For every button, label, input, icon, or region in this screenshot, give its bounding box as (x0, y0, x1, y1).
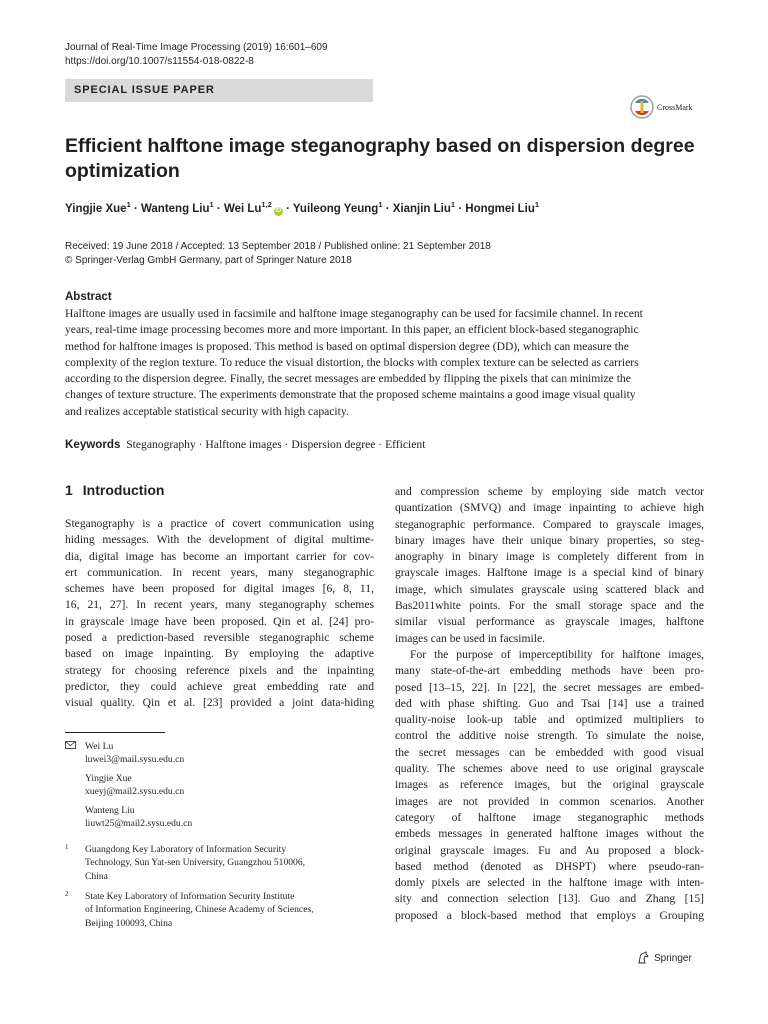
body-line: proposed a block-based method that employs a Grouping (395, 908, 704, 922)
orcid-icon[interactable]: iD (275, 208, 282, 214)
body-line: similar visual performance as grayscale images, halftone (395, 615, 704, 629)
crossmark-label: CrossMark (657, 102, 693, 112)
body-line: quality. The schemes above need to use original grayscale (395, 762, 704, 776)
author-affiliation-sup: 1 (534, 200, 540, 209)
title-line: Efficient halftone image steganography based on dispersion degree (65, 135, 695, 157)
corresponding-author-name: Wei Lu (85, 741, 114, 752)
body-line: Bas2011white points. For the small storage space and the (395, 599, 704, 613)
affiliation-line: of Information Engineering, Chinese Academy of Sciences, (85, 904, 314, 916)
coauthor-name: Wanteng Liu (85, 805, 135, 816)
doi-link[interactable]: https://doi.org/10.1007/s11554-018-0822-8 (65, 56, 254, 67)
body-line: hiding messages. With the development of digital multime- (65, 533, 374, 547)
crossmark-icon (630, 95, 654, 119)
body-line: ert communication. In recent years, many steganographic (65, 565, 374, 579)
body-line: For the purpose of imperceptibility for halftone images, (410, 647, 704, 661)
affiliation-line: Technology, Sun Yat-sen University, Guangzhou 510006, (85, 857, 306, 869)
corresponding-author-email[interactable]: luwei3@mail.sysu.edu.cn (85, 754, 185, 766)
body-line: in grayscale image have been proposed. Qin et al. [24] pro- (65, 614, 374, 628)
keywords (65, 437, 425, 453)
author-name[interactable]: Hongmei Liu (465, 203, 535, 215)
section-heading-introduction (65, 482, 164, 498)
coauthor-contact (65, 772, 184, 799)
coauthor-contact (65, 804, 192, 831)
author-name[interactable]: Wanteng Liu (140, 203, 210, 215)
body-line: ded with phase shifting. Guo and Tsai [14] use a trained (395, 696, 704, 710)
body-line: sity and connection selection [13]. Guo and Zhang [15] (395, 892, 704, 906)
section-number: 1 (65, 482, 73, 498)
section-title: Introduction (82, 482, 165, 498)
abstract-line: and realizes acceptable statistical security with high capacity. (65, 404, 349, 418)
author-affiliation-sup: 1 (450, 200, 456, 209)
body-line: based method (denoted as DHSPT) where pseudo-ran- (395, 859, 704, 873)
correspondence-block (65, 740, 184, 767)
footnote-rule (65, 732, 165, 733)
keywords-text: Steganography · Halftone images · Dispersion degree · Efficient (126, 438, 426, 451)
keywords-label: Keywords (65, 438, 121, 451)
special-issue-banner: SPECIAL ISSUE PAPER (65, 79, 373, 102)
body-line: schemes have been proposed for digital images [6, 8, 11, (65, 582, 374, 596)
author-name[interactable]: Wei Lu (223, 203, 262, 215)
author-name[interactable]: Yingjie Xue (65, 203, 127, 215)
copyright-notice: © Springer-Verlag GmbH Germany, part of Springer Nature 2018 (65, 255, 352, 266)
author-affiliation-sup: 1 (209, 200, 214, 209)
author-name[interactable]: Yuileong Yeung (292, 203, 379, 215)
body-line: images are not provided in common scenarios. Another (395, 794, 704, 808)
journal-citation: Journal of Real-Time Image Processing (2019) 16:601–609 (65, 42, 328, 53)
body-line: strategy for choosing reference pixels and the inpainting (65, 663, 374, 677)
affiliation-number: 1 (65, 843, 69, 851)
body-line: images as reference images, but the original grayscale (395, 778, 704, 792)
body-line: steganographic performance. Compared to grayscale images, (395, 517, 704, 531)
body-line: the secret messages can be embedded with good visual (395, 745, 704, 759)
body-line: quality-noise look-up table and optimized multipliers to (395, 713, 704, 727)
abstract-body (65, 306, 701, 420)
body-line: images can be used in facsimile. (395, 631, 546, 645)
coauthor-email[interactable]: xueyj@mail2.sysu.edu.cn (85, 786, 185, 798)
author-affiliation-sup: 1 (378, 200, 383, 209)
coauthor-name: Yingjie Xue (85, 773, 132, 784)
affiliation-line: Beijing 100093, China (85, 917, 173, 929)
abstract-line: method for halftone images is proposed. This method is based on optimal dispersion degree (DD), which can measure the (65, 339, 629, 353)
body-line: binary images have their unique binary properties, so steg- (395, 533, 704, 547)
author-name[interactable]: Xianjin Liu (392, 203, 451, 215)
abstract-line: changes of texture structure. The experiments demonstrate that the proposed scheme maintains a good image visual quality (65, 388, 636, 402)
body-line: quantization (SMVQ) and image inpainting to achieve high (395, 501, 704, 515)
title-line: optimization (65, 160, 180, 182)
abstract-line: complexity of the region texture. To reduce the visual distortion, the blocks with complex texture can be selected as carriers (65, 355, 639, 369)
publisher-logo (636, 951, 692, 965)
left-column-text (65, 516, 374, 712)
body-line: domly pixels are selected in the halftone image with inten- (395, 876, 704, 890)
affiliation-1 (65, 843, 305, 883)
coauthor-email[interactable]: liuwt25@mail2.sysu.edu.cn (85, 818, 193, 830)
body-line: predictor, they could achieve great embedding rate and (65, 679, 374, 693)
affiliation-2 (65, 890, 314, 930)
abstract-heading: Abstract (65, 291, 112, 303)
body-line: control the additive noise strength. To simulate the noise, (395, 729, 704, 743)
body-line: embeds messages in generated halftone images without the (395, 827, 704, 841)
body-line: posed [13–15, 22]. In [22], the secret messages are embed- (395, 680, 704, 694)
body-line: original grayscale images. Fu and Au proposed a block- (395, 843, 704, 857)
author-affiliation-sup: 1,2 (261, 200, 272, 209)
body-line: visual quality. Qin et al. [23] provided a joint data-hiding (65, 696, 374, 710)
body-line: 16, 21, 27]. In recent years, many steganography schemes (65, 598, 374, 612)
abstract-line: years, real-time image processing becomes more and more important. In this paper, an efficient block-based steganographic (65, 323, 639, 337)
body-line: image, which simulates grayscale using scattered black and (395, 582, 704, 596)
affiliation-line: State Key Laboratory of Information Security Institute (85, 891, 295, 902)
paper-title (65, 134, 705, 184)
body-line: posed a prediction-based reversible steganographic scheme (65, 631, 374, 645)
springer-horse-icon (636, 951, 650, 965)
affiliation-line: Guangdong Key Laboratory of Information Security (85, 844, 287, 855)
body-line: anography in binary image is completely different from in (395, 550, 704, 564)
body-line: many state-of-the-art embedding methods have been pro- (395, 664, 704, 678)
abstract-line: Halftone images are usually used in facsimile and halftone image steganography can be used for facsimile channel. In recent (65, 307, 643, 320)
body-line: Steganography is a practice of covert communication using (65, 517, 374, 530)
body-line: based on image inpainting. By employing the adaptive (65, 647, 374, 661)
author-affiliation-sup: 1 (126, 200, 131, 209)
body-line: category of halftone image steganographic methods (395, 810, 704, 824)
author-list: Yingjie Xue$^1$ · Wanteng Liu$^1$ · Wei Lu$^{1,2}$iD · Yuileong Yeung$^1$ · Xianjin Liu$^1$ · Hongmei Liu$^1$ (65, 200, 540, 215)
affiliation-number: 2 (65, 890, 69, 898)
body-line: and compression scheme by employing side match vector (395, 485, 704, 498)
body-line: dia, digital image has become an important carrier for cov- (65, 549, 374, 563)
publication-dates: Received: 19 June 2018 / Accepted: 13 September 2018 / Published online: 21 September 2018 (65, 241, 491, 252)
affiliation-line: China (85, 870, 108, 882)
envelope-icon (65, 741, 76, 754)
body-line: grayscale images. Halftone image is a special kind of binary (395, 566, 704, 580)
right-column-text (395, 484, 704, 924)
abstract-line: according to the dispersion degree. Finally, the secret messages are embedded by flipping the pixels that can minimize the (65, 372, 631, 386)
publisher-name: Springer (654, 952, 692, 964)
crossmark-badge[interactable] (630, 94, 714, 120)
